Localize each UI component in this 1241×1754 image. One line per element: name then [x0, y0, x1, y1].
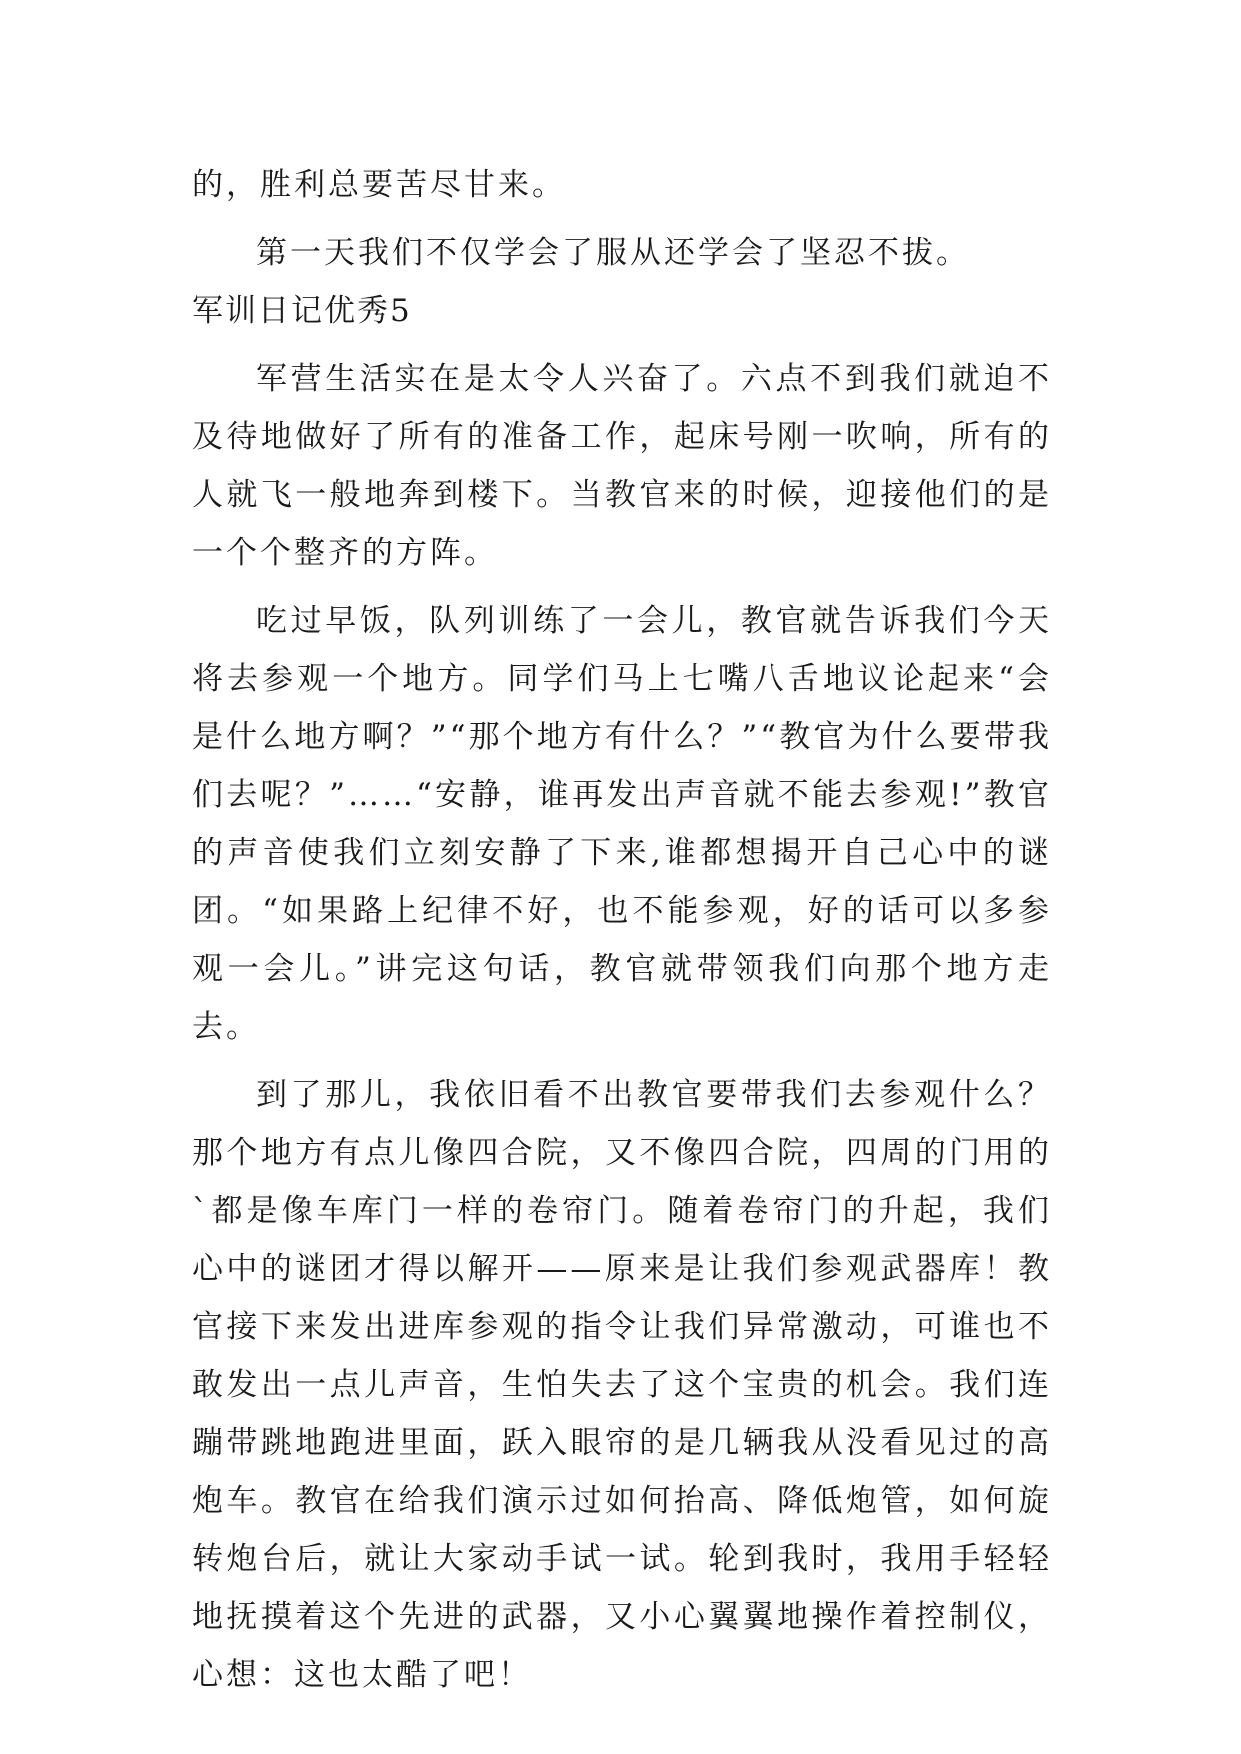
document-body [192, 156, 1052, 1704]
paragraph-continuation: 的，胜利总要苦尽甘来。 [192, 167, 566, 203]
paragraph-armory-visit: 到了那儿，我依旧看不出教官要带我们去参观什么？那个地方有点儿像四合院，又不像四合院，四周的门用的`都是像车库门一样的卷帘门。随着卷帘门的升起，我们心中的谜团才得以解开——原来是让我们参观武器库！教官接下来发出进库参观的指令让我们异常激动，可谁也不敢发出一点儿声音，生怕失去了这个宝贵的机会。我们连蹦带跳地跑进里面，跃入眼帘的是几辆我从没看见过的高炮车。教官在给我们演示过如何抬高、降低炮管，如何旋转炮台后，就让大家动手试一试。轮到我时，我用手轻轻地抚摸着这个先进的武器，又小心翼翼地操作着控制仪，心想：这也太酷了吧！ [192, 1077, 1052, 1693]
section-heading: 军训日记优秀5 [192, 293, 412, 329]
paragraph-first-day-summary: 第一天我们不仅学会了服从还学会了坚忍不拔。 [256, 235, 970, 271]
paragraph-visit-announcement: 吃过早饭，队列训练了一会儿，教官就告诉我们今天将去参观一个地方。同学们马上七嘴八舌地议论起来“会是什么地方啊？”“那个地方有什么？”“教官为什么要带我们去呢？”……“安静，谁再发出声音就不能去参观!”教官的声音使我们立刻安静了下来,谁都想揭开自己心中的谜团。“如果路上纪律不好，也不能参观，好的话可以多参观一会儿。”讲完这句话，教官就带领我们向那个地方走去。 [192, 603, 1052, 1045]
paragraph-camp-life: 军营生活实在是太令人兴奋了。六点不到我们就迫不及待地做好了所有的准备工作，起床号刚一吹响，所有的人就飞一般地奔到楼下。当教官来的时候，迎接他们的是一个个整齐的方阵。 [192, 361, 1052, 571]
